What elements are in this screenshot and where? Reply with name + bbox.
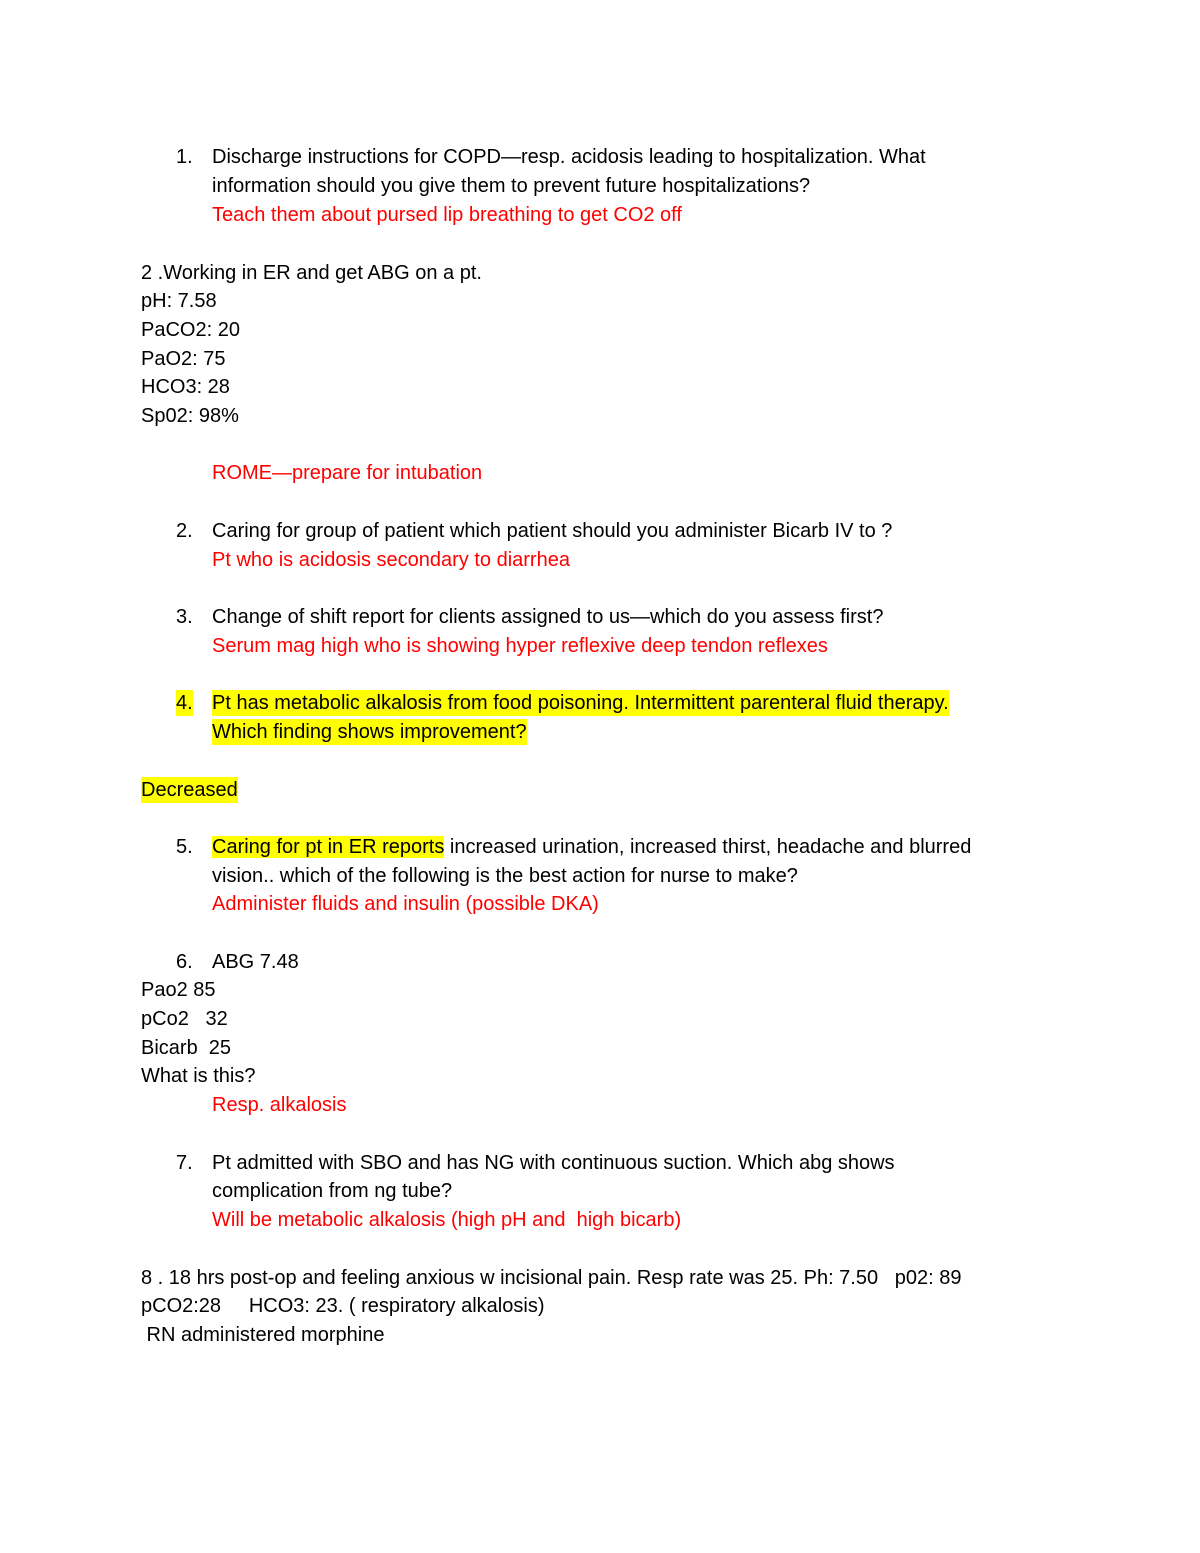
q7-line-2: complication from ng tube? [212,1180,453,1202]
q8-line-1: 8 . 18 hrs post-op and feeling anxious w incisional pain. Resp rate was 25. Ph: 7.50 p02: 89 [141,1267,962,1289]
q5-line-2: vision.. which of the following is the best action for nurse to make? [212,865,798,887]
q2b-number: 2. [176,520,193,542]
q2b-answer: Pt who is acidosis secondary to diarrhea [212,549,570,571]
q4-answer: Decreased [141,779,238,801]
q4-number: 4. [176,692,193,714]
q4-line-2: Which finding shows improvement? [212,721,527,743]
q6-answer: Resp. alkalosis [212,1094,347,1116]
q7-number: 7. [176,1152,193,1174]
q3-text: Change of shift report for clients assigned to us—which do you assess first? [212,606,884,628]
q8-line-2: pCO2:28 HCO3: 23. ( respiratory alkalosis) [141,1295,545,1317]
q6-question: What is this? [141,1065,256,1087]
q6-text: ABG 7.48 [212,951,299,973]
q2-value-pao2: PaO2: 75 [141,348,226,370]
q6-value-bicarb: Bicarb 25 [141,1037,232,1059]
q7-answer: Will be metabolic alkalosis (high pH and high bicarb) [212,1209,682,1231]
q2-value-paco2: PaCO2: 20 [141,319,240,341]
q1-answer: Teach them about pursed lip breathing to get CO2 off [212,204,682,226]
q7-line-1: Pt admitted with SBO and has NG with continuous suction. Which abg shows [212,1152,895,1174]
q5-line-1 [212,834,971,860]
q5-rest: increased urination, increased thirst, headache and blurred [444,836,972,858]
q2b-text: Caring for group of patient which patient should you administer Bicarb IV to ? [212,520,893,542]
q4-line-1: Pt has metabolic alkalosis from food poisoning. Intermittent parenteral fluid therapy. [212,692,949,714]
q3-answer: Serum mag high who is showing hyper reflexive deep tendon reflexes [212,635,828,657]
q2-value-spo2: Sp02: 98% [141,405,239,427]
q2-answer: ROME—prepare for intubation [212,462,483,484]
q5-number: 5. [176,836,193,858]
q1-number: 1. [176,146,193,168]
q6-value-pao2: Pao2 85 [141,979,216,1001]
q5-answer: Administer fluids and insulin (possible DKA) [212,893,599,915]
q2-heading: 2 .Working in ER and get ABG on a pt. [141,262,482,284]
q1-line-2: information should you give them to prevent future hospitalizations? [212,175,811,197]
q2-value-ph: pH: 7.58 [141,290,217,312]
q5-highlight: Caring for pt in ER reports [212,836,445,858]
q1-line-1: Discharge instructions for COPD—resp. acidosis leading to hospitalization. What [212,146,926,168]
q8-line-3: RN administered morphine [141,1324,385,1346]
q6-value-pco2: pCo2 32 [141,1008,228,1030]
q6-number: 6. [176,951,193,973]
q2-value-hco3: HCO3: 28 [141,376,230,398]
q3-number: 3. [176,606,193,628]
